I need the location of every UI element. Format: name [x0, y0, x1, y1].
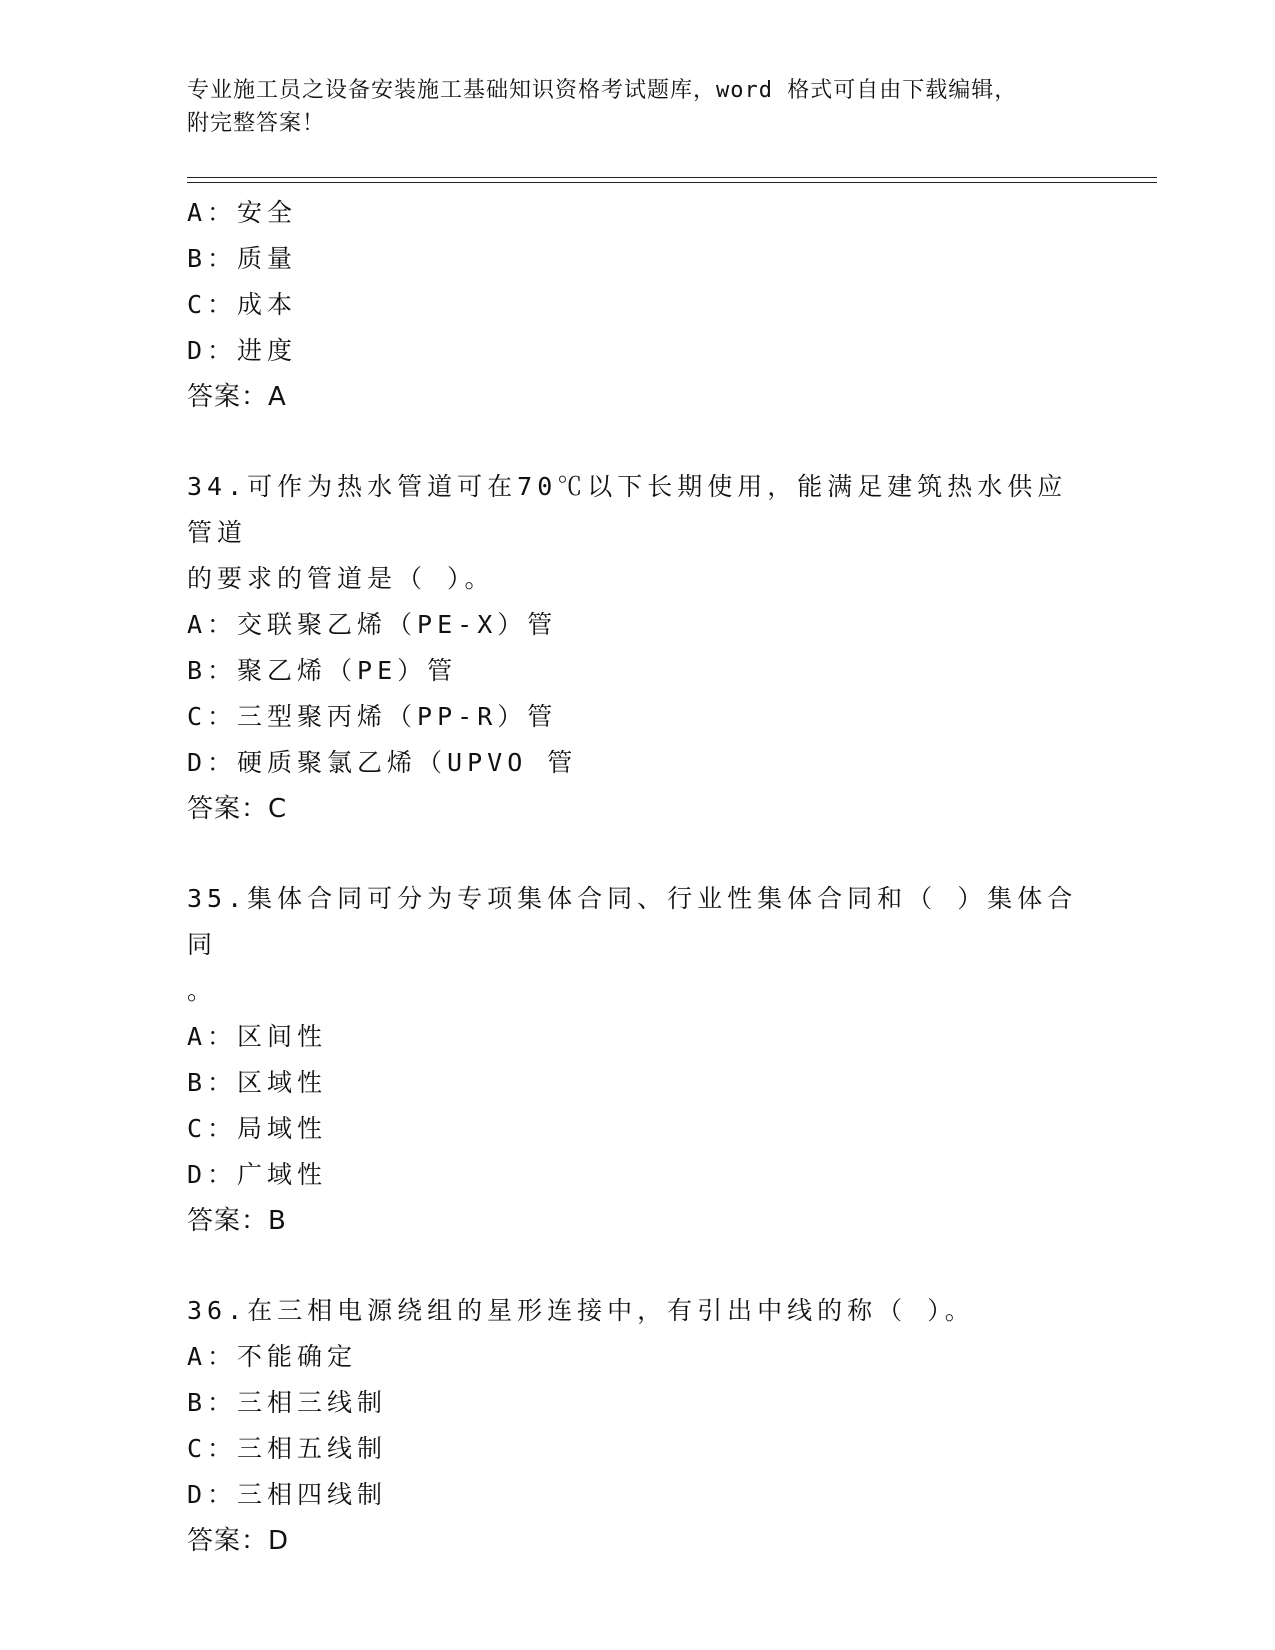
- question-text-line-2: 的要求的管道是（ ）。: [187, 564, 495, 593]
- question-block-34: [187, 464, 1087, 832]
- option-b: B：区域性: [187, 1068, 328, 1097]
- answer-line: 答案：B: [187, 1206, 287, 1236]
- question-text-line-1: 36.在三相电源绕组的星形连接中，有引出中线的称（ ）。: [187, 1296, 975, 1325]
- option-b: B：聚乙烯（PE）管: [187, 656, 458, 685]
- answer-line: 答案：D: [187, 1526, 290, 1556]
- option-d: D：硬质聚氯乙烯（UPVO 管: [187, 748, 578, 777]
- answer-line: 答案：A: [187, 382, 287, 412]
- option-c: C：局域性: [187, 1114, 328, 1143]
- document-header: [187, 74, 1087, 140]
- question-text-line-1: 34.可作为热水管道可在70℃以下长期使用，能满足建筑热水供应管道: [187, 472, 1068, 547]
- option-c: C：三型聚丙烯（PP-R）管: [187, 702, 558, 731]
- question-block-35: [187, 876, 1087, 1244]
- question-text-line-2: 。: [187, 976, 218, 1005]
- question-block-33: [187, 190, 1087, 420]
- question-list: [187, 190, 1087, 1564]
- question-text-line-1: 35.集体合同可分为专项集体合同、行业性集体合同和（ ）集体合同: [187, 884, 1078, 959]
- option-d: D：进度: [187, 336, 298, 365]
- option-c: C：成本: [187, 290, 298, 319]
- header-rule-bottom: [187, 182, 1157, 183]
- option-a: A：交联聚乙烯（PE-X）管: [187, 610, 558, 639]
- header-rule-top: [187, 177, 1157, 178]
- option-b: B：质量: [187, 244, 298, 273]
- option-a: A：区间性: [187, 1022, 328, 1051]
- option-d: D：广域性: [187, 1160, 328, 1189]
- option-a: A：不能确定: [187, 1342, 358, 1371]
- option-a: A：安全: [187, 198, 298, 227]
- option-d: D：三相四线制: [187, 1480, 388, 1509]
- header-line-1: 专业施工员之设备安装施工基础知识资格考试题库，word 格式可自由下载编辑，: [187, 78, 1018, 103]
- option-c: C：三相五线制: [187, 1434, 388, 1463]
- question-block-36: [187, 1288, 1087, 1564]
- option-b: B：三相三线制: [187, 1388, 388, 1417]
- header-line-2: 附完整答案！: [187, 111, 326, 136]
- answer-line: 答案：C: [187, 794, 288, 824]
